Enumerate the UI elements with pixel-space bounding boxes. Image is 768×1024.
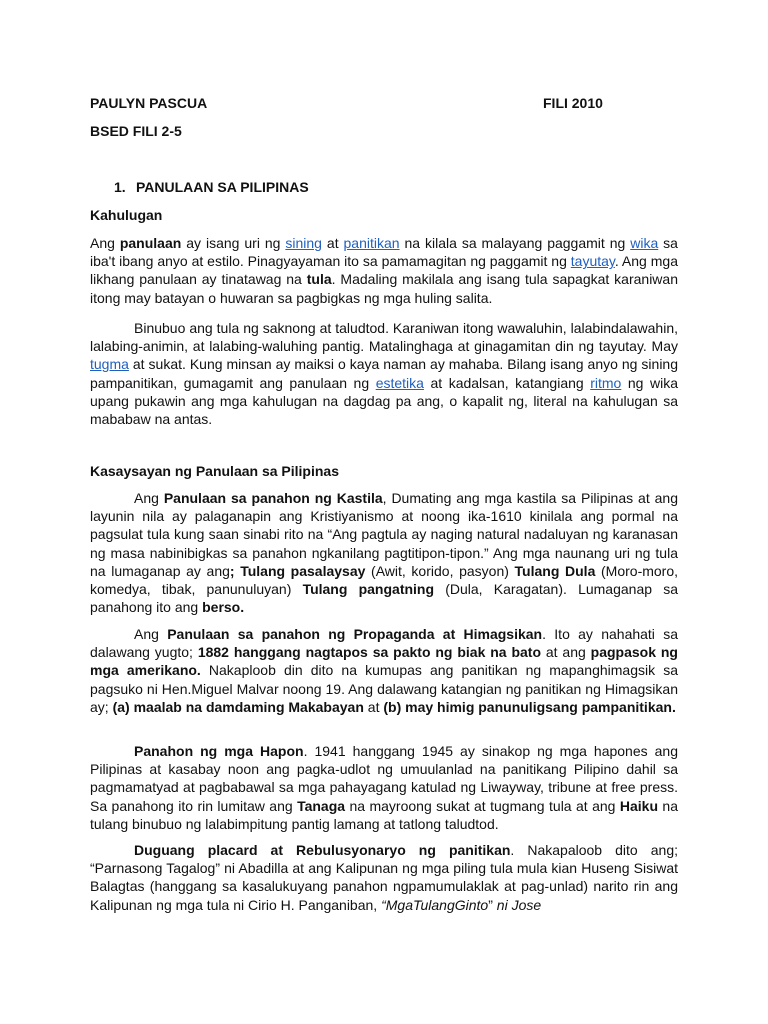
section-title: PANULAAN SA PILIPINAS — [136, 179, 309, 195]
bold-term: Panulaan sa panahon ng Propaganda at Himagsikan — [167, 626, 543, 642]
section-number: 1. — [114, 179, 126, 195]
text-run: Ang — [134, 626, 168, 642]
kahulugan-paragraph-2 — [90, 319, 678, 428]
kasaysayan-paragraph-2 — [90, 625, 678, 716]
text-run: na tulang binubuo ng lalabimpitung pantig lamang at tatlong taludtod. — [90, 797, 678, 832]
kasaysayan-paragraph-3 — [90, 742, 678, 833]
text-run: (Awit, korido, pasyon) — [365, 562, 515, 579]
text-run: at kadalsan, katangiang — [423, 374, 591, 391]
bold-term: Tanaga — [297, 797, 346, 814]
italic-text: ni Jose — [496, 896, 542, 913]
text-run: Nakaploob din dito na kumupas ang panitikan ng mapanghimagsik sa pagsuko ni Hen.Miguel Malvar noong 19. Ang dalawang katangian ng panitikan ng Himagsikan ay; — [90, 662, 678, 715]
bold-term: panulaan — [119, 235, 182, 251]
text-run: at — [363, 698, 384, 715]
text-run: at ang — [541, 644, 591, 661]
text-run: . Madaling makilala ang isang tula sapagkat karaniwan itong may batayan o huwaran sa pagbigkas ng mga huling salita. — [90, 271, 678, 306]
section-code: BSED FILI 2-5 — [90, 123, 182, 139]
bold-term: Haiku — [619, 797, 658, 814]
text-run: sa iba't ibang anyo at estilo. Pinagyayaman ito sa pamamagitan ng paggamit ng — [90, 235, 678, 270]
bold-term: Panahon ng mga Hapon — [134, 743, 304, 759]
kasaysayan-paragraph-1 — [90, 489, 678, 616]
text-run: , Dumating ang mga kastila sa Pilipinas at ang layunin nila ay palaganapin ang Kristiyanismo at noong ika-1610 kinilala ang pormal na pagsulat tula kung saan sinabi rito na “Ang pagtula ay naging natural nadaluyan ng karanasan ng masa nabinibigkas sa panahon ngkanilang pagtitipon-tipon.” Ang mga naunang uri ng tula na lumaganap ay ang — [90, 490, 678, 579]
bold-term: Panulaan sa panahon ng Kastila — [163, 490, 383, 506]
bold-term: Tulang pangatning — [302, 581, 435, 598]
bold-term: (a) maalab na damdaming Makabayan — [112, 698, 364, 715]
bold-term: 1882 hanggang nagtapos sa pakto ng biak na bato — [197, 644, 541, 661]
link-wika[interactable]: wika — [630, 235, 659, 251]
text-run: . 1941 hanggang 1945 ay sinakop ng mga hapones ang Pilipinas at kasabay noon ang pagka-udlot ng umuulanlad na panitikang Pilipino dahil sa pagmamatyad at pagbabawal sa mga pahayagang katulad ng Liwayway, tribune at free press. Sa panahong ito rin lumitaw ang — [90, 743, 678, 814]
bold-term: berso. — [202, 599, 245, 616]
text-run: ng wika upang pukawin ang mga kahulugan na dagdag pa ang, o kapalit ng, literal na kahulugan sa mababaw na antas. — [90, 374, 679, 428]
text-run: Binubuo ang tula ng saknong at taludtod. Karaniwan itong wawaluhin, lalabindalawahin, lalabing-animin, at lalabing-waluhing pantig. Matalinghaga at ginagamitan din ng tayutay. May — [90, 320, 678, 355]
bold-term: pagpasok ng mga amerikano. — [90, 644, 678, 679]
kasaysayan-paragraph-4 — [90, 841, 678, 914]
link-ritmo[interactable]: ritmo — [590, 374, 622, 391]
text-run: (Moro-moro, komedya, tibak, panunuluyan) — [90, 562, 679, 598]
link-panitikan[interactable]: panitikan — [343, 235, 400, 251]
kahulugan-paragraph-1 — [90, 234, 678, 307]
bold-term: Duguang placard at Rebulusyonaryo ng panitikan — [134, 842, 511, 858]
link-estetika[interactable]: estetika — [375, 374, 424, 391]
course-code: FILI 2010 — [543, 95, 603, 111]
link-tayutay[interactable]: tayutay — [570, 253, 615, 270]
bold-term: (b) may himig panunuligsang pampanitikan. — [383, 698, 676, 715]
bold-term: tula — [306, 271, 332, 288]
text-run: at — [321, 235, 344, 251]
text-run: ay isang uri ng — [181, 235, 286, 251]
text-run: at sukat. Kung minsan ay maiksi o kaya naman ay mahaba. Bilang isang anyo ng sining pampanitikan, gumagamit ang panulaan ng — [90, 356, 678, 391]
italic-title: “MgaTulangGinto — [381, 896, 489, 913]
kahulugan-heading: Kahulugan — [90, 207, 163, 223]
bold-term: Tulang Dula — [514, 562, 596, 579]
text-run: Ang — [90, 235, 120, 251]
text-run: . Nakapaloob dito ang; “Parnasong Tagalog” ni Abadilla at ang Kalipunan ng mga piling tula mula kian Huseng Sisiwat Balagtas (hanggang sa kasalukuyang panahon ngpamumulaklak at pag-unlad) narito rin ang Kalipunan ng mga tula ni Cirio H. Panganiban, — [90, 842, 678, 913]
link-tugma[interactable]: tugma — [90, 356, 129, 373]
text-run: . Ang mga likhang panulaan ay tinatawag na — [90, 253, 678, 288]
kasaysayan-heading: Kasaysayan ng Panulaan sa Pilipinas — [90, 463, 339, 479]
text-run: ” — [488, 896, 497, 913]
text-run: (Dula, Karagatan). Lumaganap sa panahong ito ang — [90, 581, 678, 616]
text-run: na mayroong sukat at tugmang tula at ang — [345, 797, 620, 814]
text-run: na kilala sa malayang paggamit ng — [399, 235, 631, 251]
author-name: PAULYN PASCUA — [90, 95, 208, 111]
text-run: . Ito ay nahahati sa dalawang yugto; — [90, 626, 678, 661]
link-sining[interactable]: sining — [285, 235, 322, 251]
text-run: Ang — [134, 490, 164, 506]
bold-term: ; Tulang pasalaysay — [229, 562, 366, 579]
